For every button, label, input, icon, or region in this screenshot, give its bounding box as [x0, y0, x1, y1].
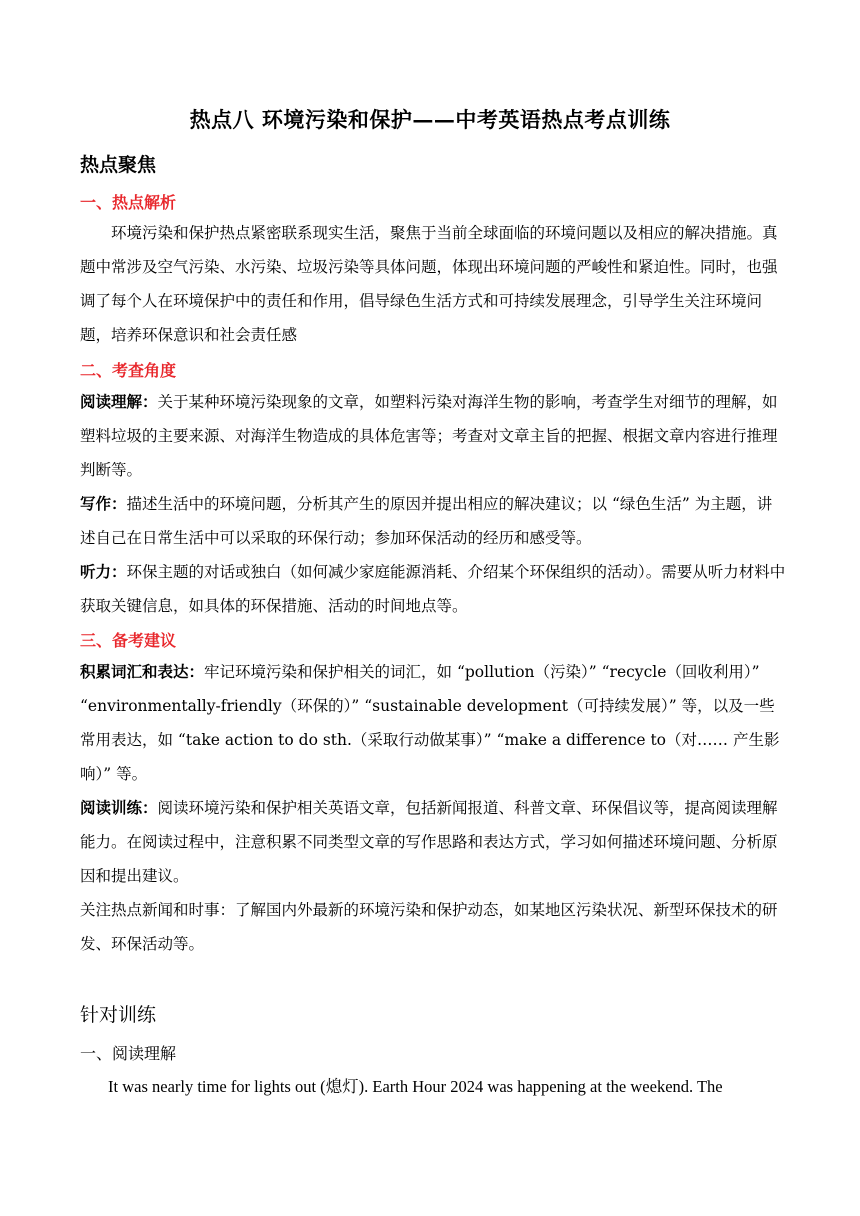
suggestion-text: 阅读环境污染和保护相关英语文章，包括新闻报道、科普文章、环保倡议等，提高阅读理解能力。在阅读过程中，注意积累不同类型文章的写作思路和表达方式，学习如何描述环境问题、分析原因和提出建议。	[80, 799, 778, 885]
suggestion-item-news	[80, 893, 786, 961]
angle-label: 写作：	[80, 494, 127, 513]
page-title: 热点八 环境污染和保护——中考英语热点考点训练	[189, 107, 671, 132]
angle-text: 描述生活中的环境问题，分析其产生的原因并提出相应的解决建议；以 “绿色生活” 为主题，讲述自己在日常生活中可以采取的环保行动；参加环保活动的经历和感受等。	[80, 495, 773, 547]
section-heading-training: 针对训练	[80, 1004, 157, 1026]
angle-item-listening	[80, 555, 786, 623]
angle-label: 阅读理解：	[80, 392, 158, 411]
suggestion-item-vocab	[80, 655, 786, 791]
suggestion-text: 关注热点新闻和时事：了解国内外最新的环境污染和保护动态，如某地区污染状况、新型环保技术的研发、环保活动等。	[80, 901, 778, 953]
angle-label: 听力：	[80, 562, 127, 581]
subheading-angles: 二、考查角度	[80, 361, 177, 380]
subheading-suggestions: 三、备考建议	[80, 631, 177, 650]
angle-item-reading	[80, 385, 786, 487]
subheading-reading-comprehension: 一、阅读理解	[80, 1044, 177, 1063]
angle-text: 环保主题的对话或独白（如何减少家庭能源消耗、介绍某个环保组织的活动）。需要从听力材料中获取关键信息，如具体的环保措施、活动的时间地点等。	[80, 563, 786, 615]
analysis-paragraph: 环境污染和保护热点紧密联系现实生活，聚焦于当前全球面临的环境问题以及相应的解决措施。真题中常涉及空气污染、水污染、垃圾污染等具体问题，体现出环境问题的严峻性和紧迫性。同时，也强调了每个人在环境保护中的责任和作用，倡导绿色生活方式和可持续发展理念，引导学生关注环境问题，培养环保意识和社会责任感	[80, 224, 778, 344]
subheading-analysis: 一、热点解析	[80, 193, 177, 212]
suggestion-text: 牢记环境污染和保护相关的词汇，如 “pollution（污染）” “recycle（回收利用）” “environmentally-friendly（环保的）” “sustainable development（可持续发展）” 等，以及一些常用表达，如 “take action to do sth.（采取行动做某事）” “make a difference to（对…… 产生影响）” 等。	[80, 663, 780, 783]
suggestion-label: 阅读训练：	[80, 798, 158, 817]
angle-item-writing	[80, 487, 786, 555]
angle-text: 关于某种环境污染现象的文章，如塑料污染对海洋生物的影响，考查学生对细节的理解，如塑料垃圾的主要来源、对海洋生物造成的具体危害等；考查对文章主旨的把握、根据文章内容进行推理判断等。	[80, 393, 778, 479]
section-heading-focus: 热点聚焦	[80, 154, 157, 176]
reading-passage-start: It was nearly time for lights out (熄灯). Earth Hour 2024 was happening at the weekend. The	[108, 1077, 723, 1096]
suggestion-label: 积累词汇和表达：	[80, 662, 205, 681]
suggestion-item-reading	[80, 791, 786, 893]
